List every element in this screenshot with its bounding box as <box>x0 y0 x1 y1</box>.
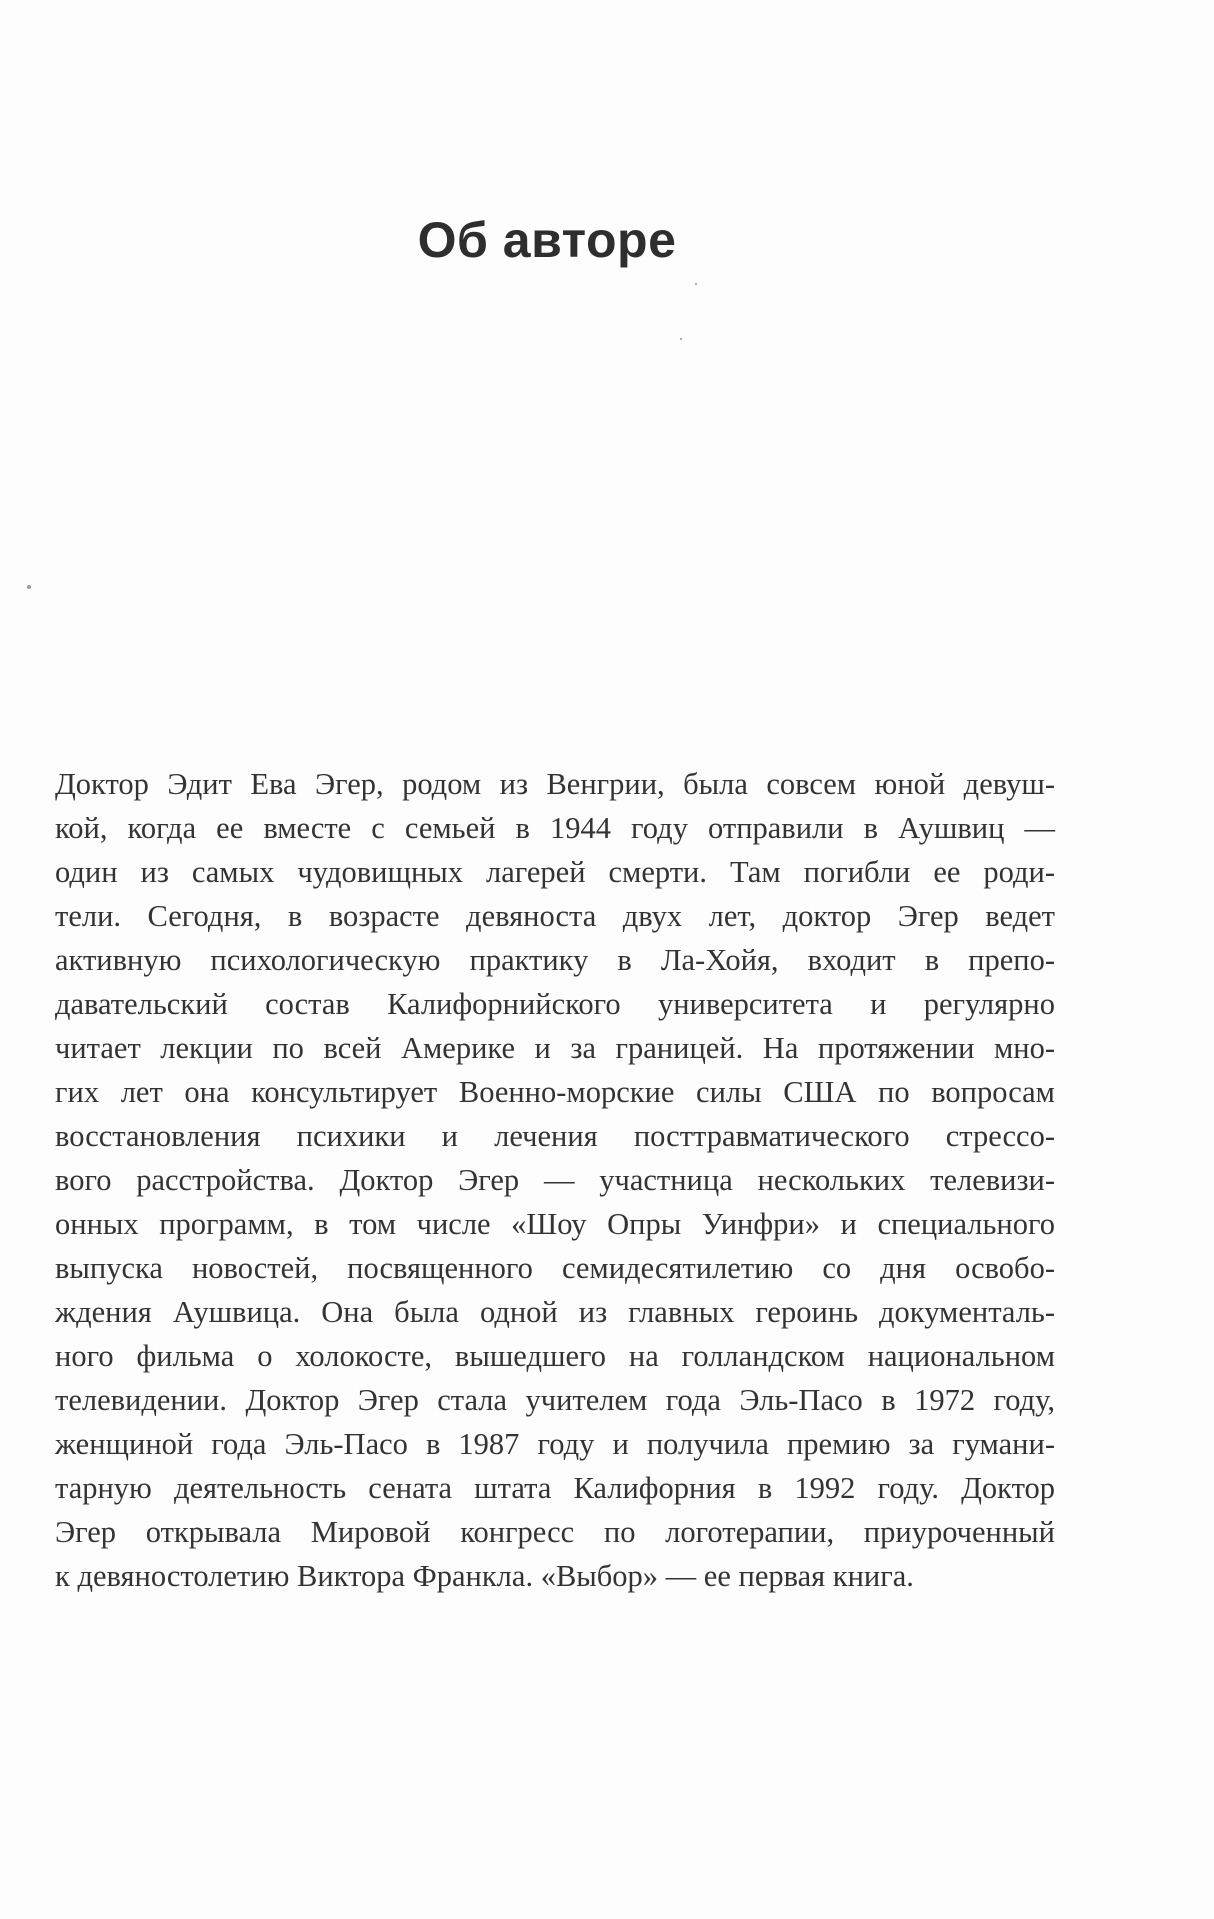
paragraph-line: один из самых чудовищных лагерей смерти. Там погибли ее роди- <box>55 855 1055 889</box>
ink-speck <box>680 338 682 340</box>
paragraph-line: Доктор Эдит Ева Эгер, родом из Венгрии, была совсем юной девуш- <box>55 767 1055 801</box>
ink-speck <box>27 585 31 589</box>
paragraph-line: телевидении. Доктор Эгер стала учителем года Эль-Пасо в 1972 году, <box>55 1383 1055 1417</box>
paragraph-line: тели. Сегодня, в возрасте девяноста двух лет, доктор Эгер ведет <box>55 899 1055 933</box>
paragraph-line: активную психологическую практику в Ла-Хойя, входит в препо- <box>55 943 1055 977</box>
paragraph-line: ного фильма о холокосте, вышедшего на голландском национальном <box>55 1339 1055 1373</box>
paragraph-line: выпуска новостей, посвященного семидесятилетию со дня освобо- <box>55 1251 1055 1285</box>
ink-speck <box>695 283 697 285</box>
paragraph-line: тарную деятельность сената штата Калифорния в 1992 году. Доктор <box>55 1471 1055 1505</box>
paragraph-line: ждения Аушвица. Она была одной из главных героинь документаль- <box>55 1295 1055 1329</box>
paragraph-line: кой, когда ее вместе с семьей в 1944 году отправили в Аушвиц — <box>55 811 1055 845</box>
paragraph-line: к девяностолетию Виктора Франкла. «Выбор» — ее первая книга. <box>55 1559 914 1593</box>
paragraph-line: Эгер открывала Мировой конгресс по логотерапии, приуроченный <box>55 1515 1055 1549</box>
paragraph-line: восстановления психики и лечения посттравматического стрессо- <box>55 1119 1055 1153</box>
author-bio-paragraph <box>55 762 1055 1598</box>
paragraph-line: женщиной года Эль-Пасо в 1987 году и получила премию за гумани- <box>55 1427 1055 1461</box>
paragraph-line: вого расстройства. Доктор Эгер — участница нескольких телевизи- <box>55 1163 1055 1197</box>
paragraph-line: гих лет она консультирует Военно-морские силы США по вопросам <box>55 1075 1055 1109</box>
page-title: Об авторе <box>417 212 677 268</box>
paragraph-line: читает лекции по всей Америке и за границей. На протяжении мно- <box>55 1031 1055 1065</box>
paragraph-line: онных программ, в том числе «Шоу Опры Уинфри» и специального <box>55 1207 1055 1241</box>
paragraph-line: давательский состав Калифорнийского университета и регулярно <box>55 987 1055 1021</box>
